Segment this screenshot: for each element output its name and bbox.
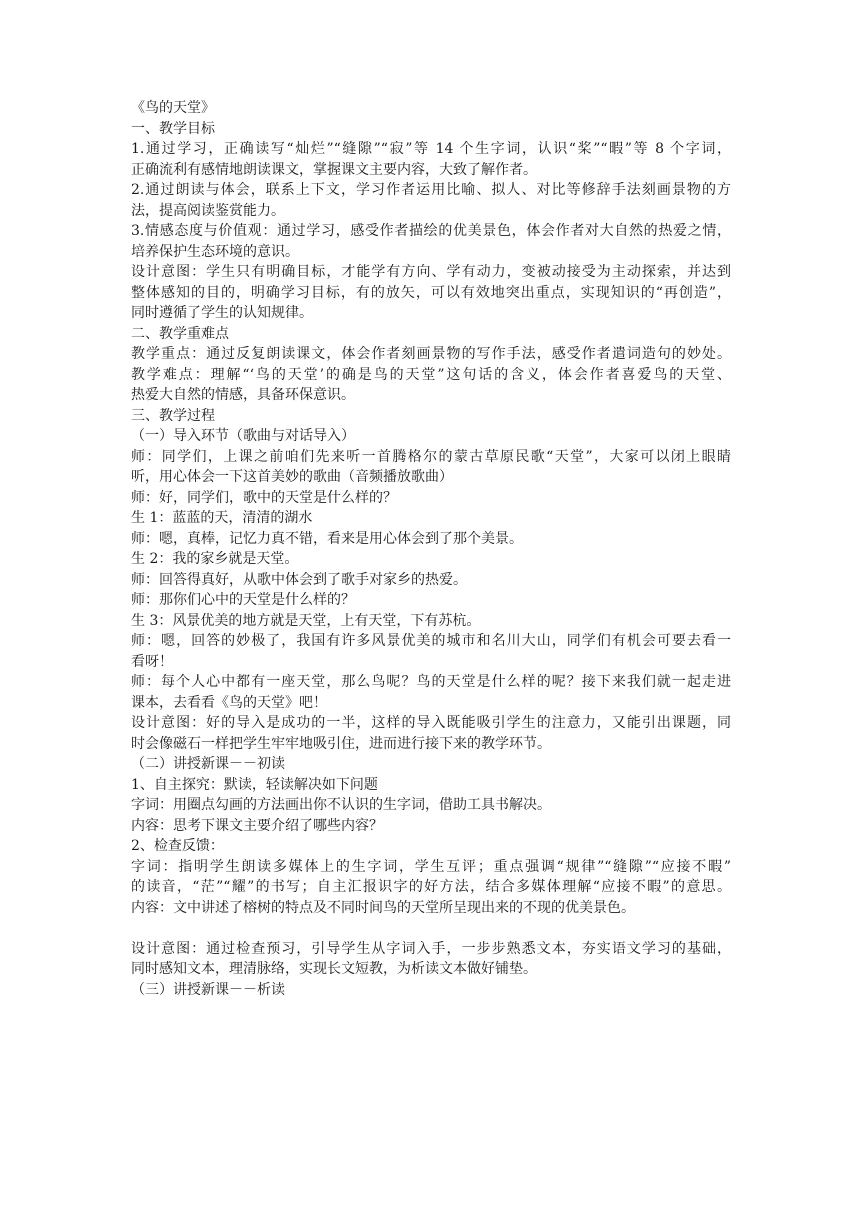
subsection-heading: （一）导入环节（歌曲与对话导入） [131, 428, 355, 444]
paragraph-line: 听，用心体会一下这首美妙的歌曲（音频播放歌曲） [131, 469, 453, 485]
paragraph-line: 法，提高阅读鉴赏能力。 [131, 202, 285, 219]
paragraph-line: 2.通过朗读与体会，联系上下文，学习作者运用比喻、拟人、对比等修辞手法刻画景物的方 [131, 182, 731, 198]
paragraph-line: 设计意图：好的导入是成功的一半，这样的导入既能吸引学生的注意力，又能引出课题，同 [131, 715, 731, 731]
paragraph-line: 同时遵循了学生的认知规律。 [131, 305, 313, 321]
section-heading: 三、教学过程 [131, 407, 215, 424]
paragraph-line: 生 2：我的家乡就是天堂。 [131, 551, 299, 567]
paragraph-line: 生 3：风景优美的地方就是天堂，上有天堂，下有苏杭。 [131, 612, 481, 629]
paragraph-line: 教学难点：理解“‘鸟的天堂’的确是鸟的天堂”这句话的含义，体会作者喜爱鸟的天堂、 [131, 366, 731, 383]
paragraph-line: 1、自主探究：默读，轻读解决如下问题 [131, 776, 378, 793]
paragraph-line: 2、检查反馈： [131, 838, 224, 854]
paragraph-line: 内容：思考下课文主要介绍了哪些内容？ [131, 817, 383, 834]
paragraph-line: 师：那你们心中的天堂是什么样的？ [131, 592, 355, 608]
paragraph-line: 看呀！ [131, 653, 173, 670]
paragraph-line: 正确流利有感情地朗读课文，掌握课文主要内容，大致了解作者。 [131, 161, 537, 178]
subsection-heading: （二）讲授新课－－初读 [131, 756, 285, 772]
paragraph-line: 师：同学们，上课之前咱们先来听一首腾格尔的蒙古草原民歌“天堂”，大家可以闭上眼睛 [131, 448, 731, 465]
paragraph-line: 师：每个人心中都有一座天堂，那么鸟呢？鸟的天堂是什么样的呢？接下来我们就一起走进 [131, 674, 731, 690]
blank-line [131, 918, 731, 939]
paragraph-line: 字词：用圈点勾画的方法画出你不认识的生字词，借助工具书解决。 [131, 797, 551, 813]
paragraph-line: 字词：指明学生朗读多媒体上的生字词，学生互评；重点强调“规律”“缝隙”“应接不暇” [131, 858, 731, 875]
paragraph-line: 1.通过学习，正确读写“灿烂”“缝隙”“寂”等 14 个生字词，认识“桨”“暇”等 8 个字词， [131, 141, 731, 157]
paragraph-line: 师：好，同学们，歌中的天堂是什么样的？ [131, 489, 397, 506]
paragraph-line: 的读音，“茫”“耀”的书写；自主汇报识字的好方法，结合多媒体理解“应接不暇”的意思。 [131, 879, 731, 895]
paragraph-line: 整体感知的目的，明确学习目标，有的放矢，可以有效地突出重点，实现知识的“再创造”， [131, 284, 731, 301]
paragraph-line: 教学重点：通过反复朗读课文，体会作者刻画景物的写作手法，感受作者遣词造句的妙处。 [131, 346, 731, 362]
paragraph-line: 师：嗯，回答的妙极了，我国有许多风景优美的城市和名川大山，同学们有机会可要去看一 [131, 633, 731, 649]
paragraph-line: 师：回答得真好，从歌中体会到了歌手对家乡的热爱。 [131, 571, 467, 588]
paragraph-line: 培养保护生态环境的意识。 [131, 243, 299, 260]
paragraph-line: 3.情感态度与价值观：通过学习，感受作者描绘的优美景色，体会作者对大自然的热爱之情， [131, 223, 731, 239]
document-title: 《鸟的天堂》 [131, 100, 215, 116]
section-heading: 一、教学目标 [131, 120, 215, 137]
paragraph-line: 课本，去看看《鸟的天堂》吧！ [131, 694, 327, 711]
paragraph-line: 设计意图：学生只有明确目标，才能学有方向、学有动力，变被动接受为主动探索，并达到 [131, 264, 731, 280]
document-body [131, 98, 731, 1000]
paragraph-line: 内容：文中讲述了榕树的特点及不同时间鸟的天堂所呈现出来的不现的优美景色。 [131, 899, 635, 916]
paragraph-line: 热爱大自然的情感，具备环保意识。 [131, 387, 355, 403]
section-heading: 二、教学重难点 [131, 325, 229, 342]
paragraph-line: 设计意图：通过检查预习，引导学生从字词入手，一步步熟悉文本，夯实语文学习的基础， [131, 940, 731, 957]
paragraph-line: 生 1：蓝蓝的天，清清的湖水 [131, 510, 313, 526]
paragraph-line: 时会像磁石一样把学生牢牢地吸引住，进而进行接下来的教学环节。 [131, 735, 551, 752]
paragraph-line: 同时感知文本，理清脉络，实现长文短教，为析读文本做好铺垫。 [131, 961, 537, 977]
subsection-heading: （三）讲授新课－－析读 [131, 981, 285, 998]
paragraph-line: 师：嗯，真棒，记忆力真不错，看来是用心体会到了那个美景。 [131, 530, 523, 547]
